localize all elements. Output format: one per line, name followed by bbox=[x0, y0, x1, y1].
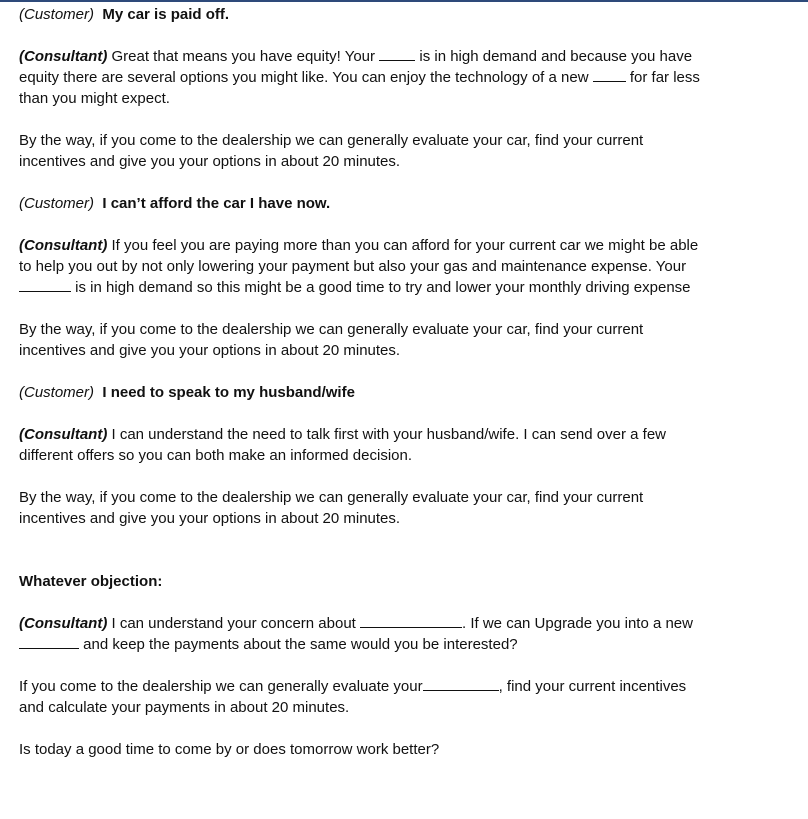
response-text: I can understand your concern about bbox=[111, 615, 356, 632]
consultant-response-equity bbox=[19, 46, 779, 109]
response-text: and keep the payments about the same would you be interested? bbox=[83, 636, 518, 653]
pitch-text: By the way, if you come to the dealership we can generally evaluate your car, find your current bbox=[19, 321, 644, 338]
customer-objection-paid-off bbox=[19, 4, 779, 25]
closing-question: Is today a good time to come by or does tomorrow work better? bbox=[19, 741, 440, 758]
section-heading-whatever-objection: Whatever objection: bbox=[19, 573, 163, 590]
speaker-label-customer: (Customer) bbox=[19, 195, 95, 212]
objection-text: I need to speak to my husband/wife bbox=[102, 384, 355, 401]
dealership-visit-pitch bbox=[19, 319, 779, 361]
dealership-visit-pitch-final bbox=[19, 676, 779, 718]
response-text: I can understand the need to talk first with your husband/wife. I can send over a few bbox=[111, 426, 666, 443]
speaker-label-consultant: (Consultant) bbox=[19, 426, 108, 443]
speaker-label-customer: (Customer) bbox=[19, 6, 95, 23]
response-text: different offers so you can both make an informed decision. bbox=[19, 447, 413, 464]
speaker-label-consultant: (Consultant) bbox=[19, 615, 108, 632]
speaker-label-consultant: (Consultant) bbox=[19, 48, 108, 65]
fill-in-blank bbox=[360, 613, 462, 628]
consultant-response-afford bbox=[19, 235, 779, 298]
response-text: is in high demand so this might be a good time to try and lower your monthly driving expense bbox=[75, 279, 691, 296]
response-text: for far less bbox=[629, 69, 700, 86]
objection-text: I can’t afford the car I have now. bbox=[102, 195, 331, 212]
response-text: If you feel you are paying more than you can afford for your current car we might be able bbox=[111, 237, 699, 254]
top-border-rule bbox=[0, 0, 808, 2]
response-text: is in high demand and because you have bbox=[419, 48, 693, 65]
dealership-visit-pitch bbox=[19, 487, 779, 529]
pitch-text: incentives and give you your options in about 20 minutes. bbox=[19, 153, 401, 170]
pitch-text: , find your current incentives bbox=[498, 678, 687, 695]
speaker-label-consultant: (Consultant) bbox=[19, 237, 108, 254]
consultant-response-spouse bbox=[19, 424, 779, 466]
pitch-text: incentives and give you your options in about 20 minutes. bbox=[19, 342, 401, 359]
response-text: than you might expect. bbox=[19, 90, 170, 107]
pitch-text: By the way, if you come to the dealership we can generally evaluate your car, find your current bbox=[19, 489, 644, 506]
response-text: to help you out by not only lowering your payment but also your gas and maintenance expense. Your bbox=[19, 258, 687, 275]
fill-in-blank bbox=[19, 634, 79, 649]
pitch-text: and calculate your payments in about 20 minutes. bbox=[19, 699, 350, 716]
pitch-text: If you come to the dealership we can generally evaluate your bbox=[19, 678, 423, 695]
fill-in-blank bbox=[19, 277, 71, 292]
response-text: Great that means you have equity! Your bbox=[111, 48, 376, 65]
objection-text: My car is paid off. bbox=[102, 6, 230, 23]
dealership-visit-pitch bbox=[19, 130, 779, 172]
script-document bbox=[19, 4, 779, 760]
fill-in-blank bbox=[593, 67, 626, 82]
response-text: . If we can Upgrade you into a new bbox=[462, 615, 693, 632]
customer-objection-spouse bbox=[19, 382, 779, 403]
response-text: equity there are several options you might like. You can enjoy the technology of a new bbox=[19, 69, 589, 86]
fill-in-blank bbox=[379, 46, 415, 61]
pitch-text: incentives and give you your options in about 20 minutes. bbox=[19, 510, 401, 527]
consultant-response-general bbox=[19, 613, 779, 655]
pitch-text: By the way, if you come to the dealership we can generally evaluate your car, find your current bbox=[19, 132, 644, 149]
fill-in-blank bbox=[423, 676, 499, 691]
customer-objection-cant-afford bbox=[19, 193, 779, 214]
speaker-label-customer: (Customer) bbox=[19, 384, 95, 401]
